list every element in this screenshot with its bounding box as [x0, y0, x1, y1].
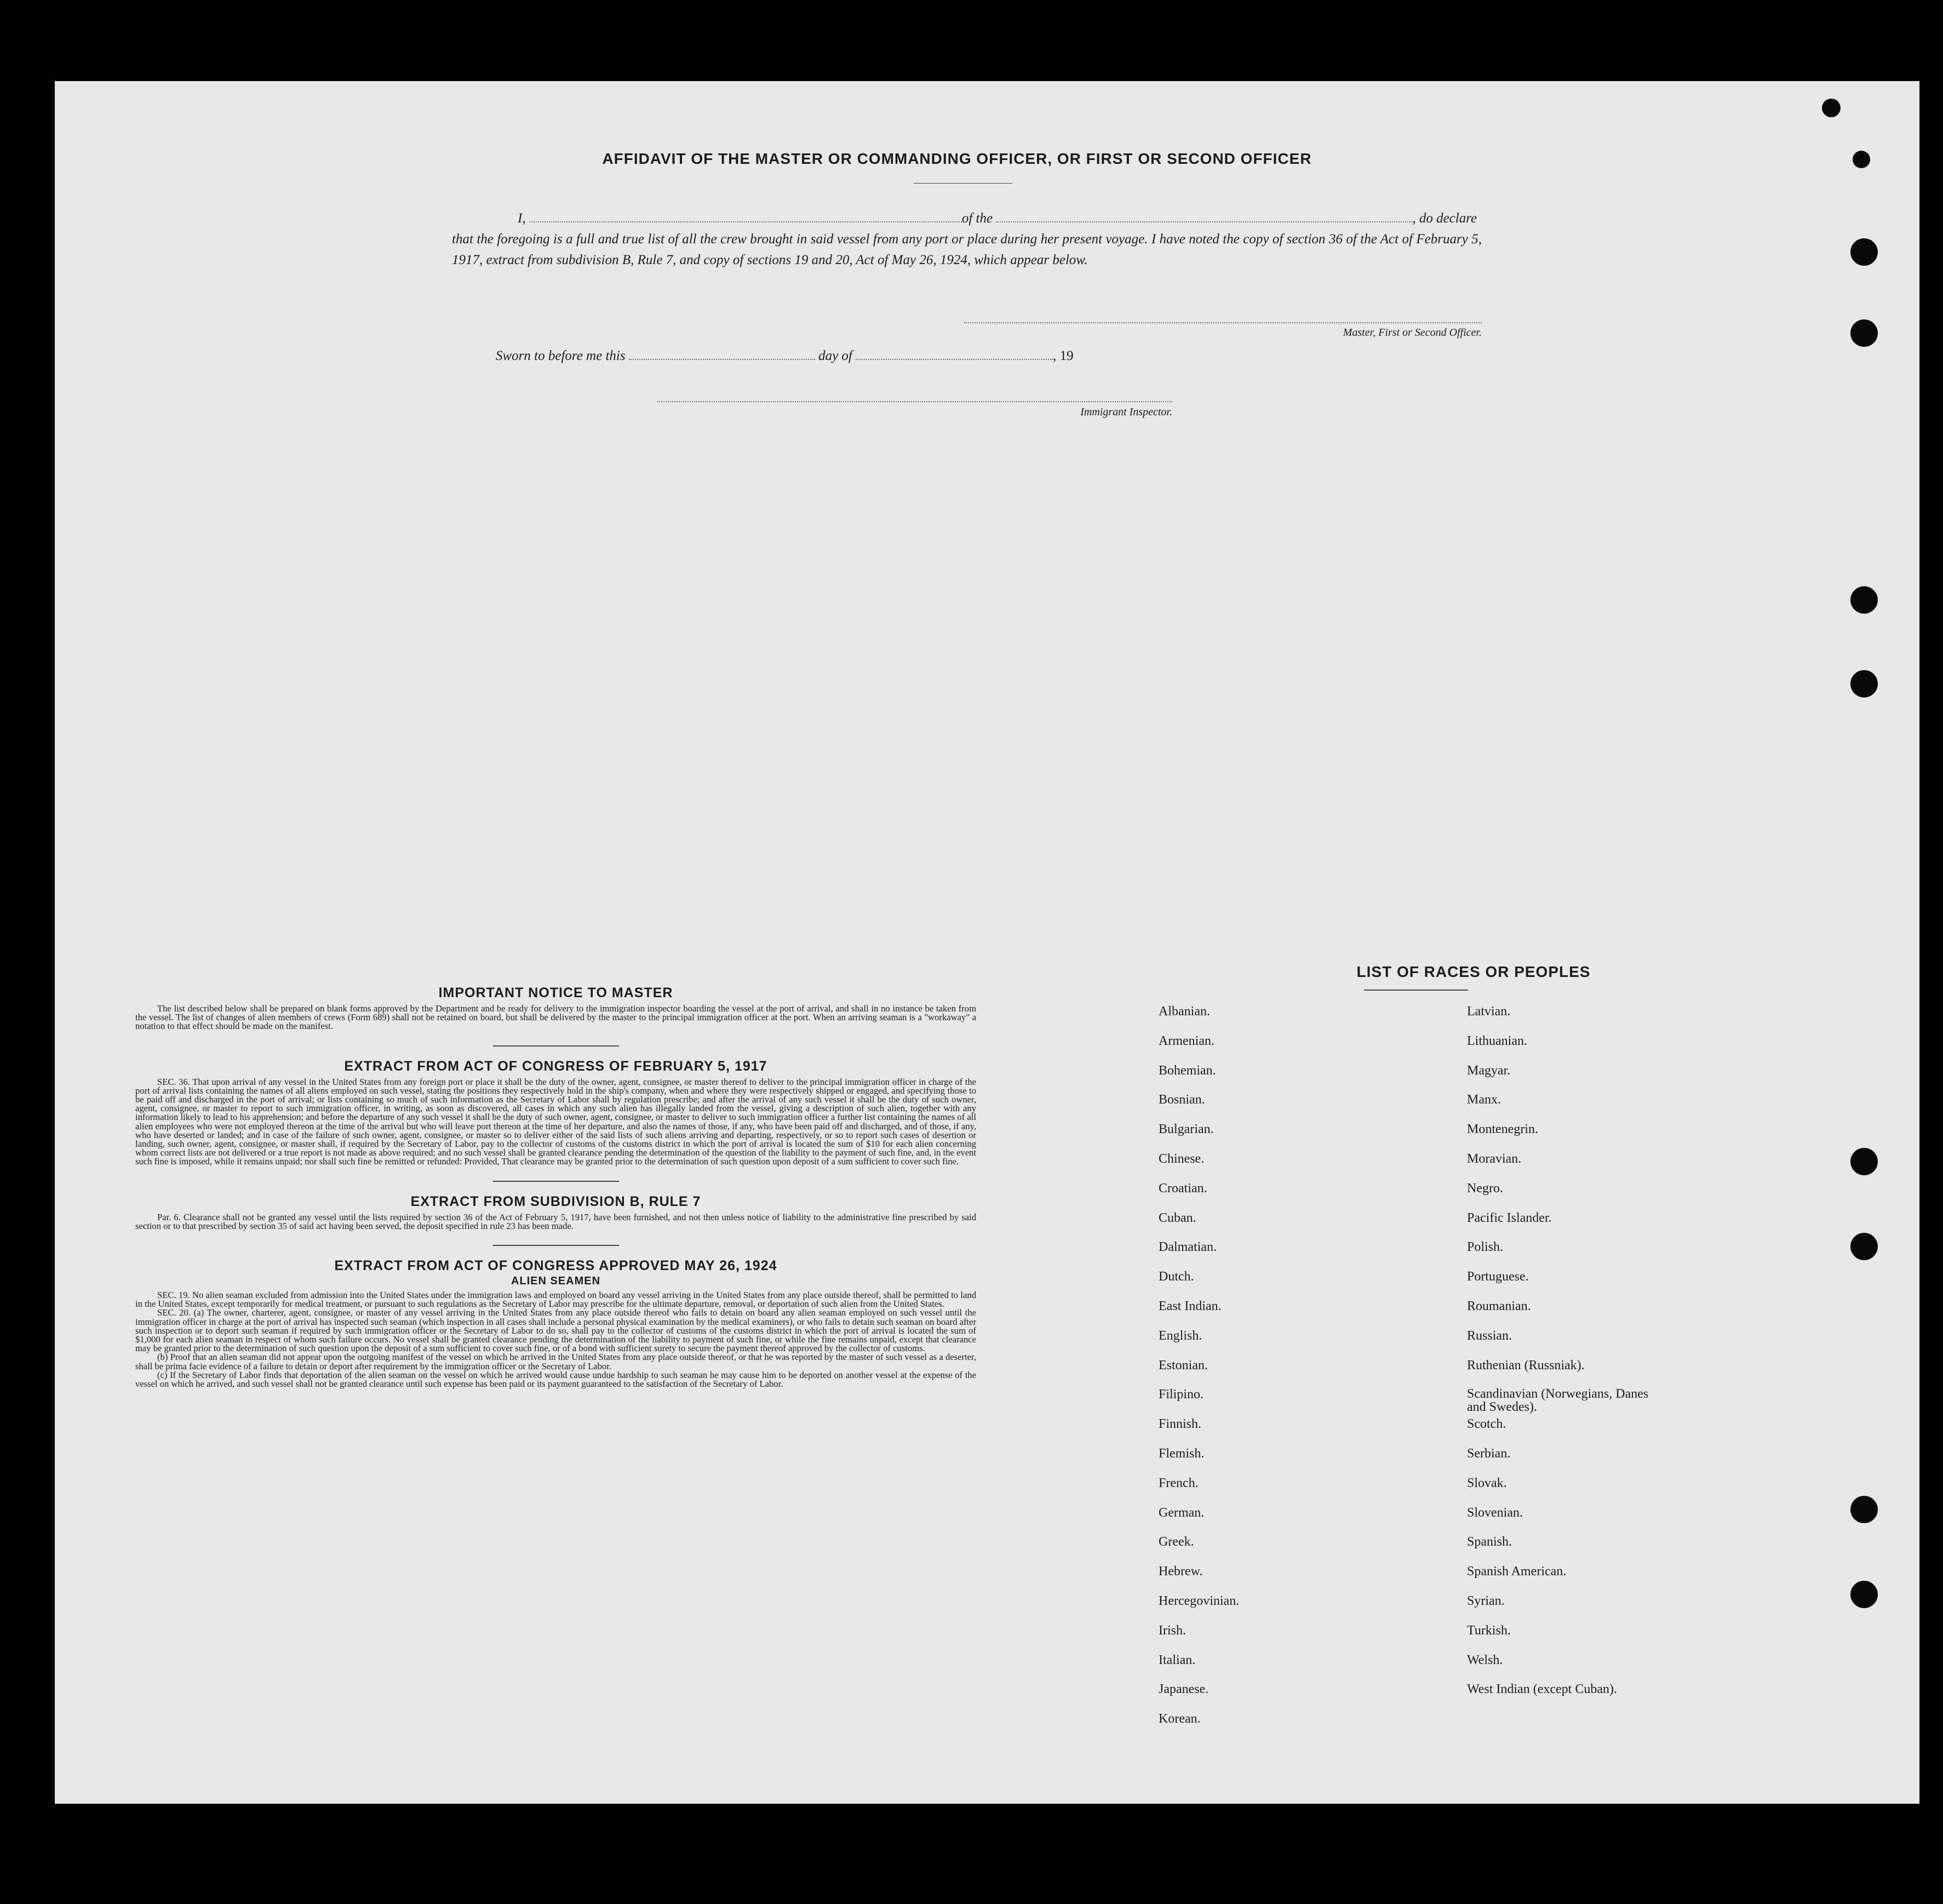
- race-item: Bohemian.: [1159, 1063, 1216, 1078]
- race-item: Dalmatian.: [1159, 1240, 1217, 1255]
- race-item: Welsh.: [1467, 1653, 1503, 1667]
- name-field[interactable]: [529, 221, 962, 222]
- extract-rule7-title: EXTRACT FROM SUBDIVISION B, RULE 7: [410, 1193, 701, 1209]
- race-item: German.: [1159, 1505, 1205, 1520]
- binder-hole: [1850, 1148, 1878, 1175]
- race-item: Filipino.: [1159, 1387, 1204, 1402]
- race-item: Albanian.: [1159, 1004, 1210, 1019]
- sworn-prefix: Sworn to before me this: [496, 348, 626, 363]
- race-item: Ruthenian (Russniak).: [1467, 1358, 1585, 1373]
- race-item: Scandinavian (Norwegians, Danes and Swedes).: [1467, 1387, 1649, 1415]
- race-item: Russian.: [1467, 1328, 1512, 1343]
- do-declare-text: , do declare: [1412, 211, 1477, 226]
- race-item: Japanese.: [1159, 1682, 1209, 1697]
- binder-hole: [1850, 670, 1878, 697]
- race-item: Armenian.: [1159, 1033, 1214, 1048]
- divider: [493, 1245, 619, 1246]
- sec-20a-text: SEC. 20. (a) The owner, charterer, agent, consignee, or master of any vessel arriving in the United States from any place outside thereof who fails to detain on board any alien seaman employed on such vessel until the immigration officer in charge at the port of arrival has inspected such seaman (which inspection in all cases shall include a personal physical examination by the medical examiners), or who fails to detain such seaman on board after such inspection or to deport such seaman if required by such immigration officer or the Secretary of Labor to do so, shall pay to the collector of customs of the customs district in which the port of arrival is located the sum of $1,000 for each alien seaman in respect of whom such failure occurs. No vessel shall be granted clearance pending the determination of the liability to payment of such fine, or while the fine remains unpaid, except that clearance may be granted prior to the determination of such question upon the deposit of a sum sufficient to cover such fine, or of a bond with sufficient surety to secure the payment thereof approved by the collector of customs.: [135, 1307, 976, 1354]
- divider: [493, 1045, 619, 1047]
- race-item: Magyar.: [1467, 1063, 1511, 1078]
- race-item: Irish.: [1159, 1623, 1186, 1638]
- race-item: Slovak.: [1467, 1476, 1507, 1490]
- notice-text: The list described below shall be prepared on blank forms approved by the Department and be ready for delivery to the immigration inspector boarding the vessel at the port of arrival, and shall in no instance be taken from the vessel. The list of changes of alien members of crews (Form 689) shall not be retained on board, but shall be delivered by the master to the principal immigration officer at the port. When an arriving seaman is a "workaway" a notation to that effect should be made on the manifest.: [135, 1003, 976, 1032]
- race-item: Moravian.: [1467, 1152, 1522, 1166]
- sec-20b-text: (b) Proof that an alien seaman did not appear upon the outgoing manifest of the vessel on which he arrived in the United States from any place outside thereof, or that he was reported by the master of such vessel as a deserter, shall be prima facie evidence of a failure to detain or deport after requirement by the immigration officer or the Secretary of Labor.: [135, 1352, 976, 1371]
- year-text: , 19: [1053, 348, 1074, 363]
- notices-column: [135, 985, 976, 1388]
- of-the-text: of the: [961, 211, 993, 226]
- affidavit-body: [452, 208, 1482, 271]
- race-item: French.: [1159, 1476, 1199, 1490]
- extract-1917-title: EXTRACT FROM ACT OF CONGRESS OF FEBRUARY 5, 1917: [344, 1058, 767, 1074]
- sworn-month-field[interactable]: [856, 359, 1053, 360]
- binder-hole: [1850, 1581, 1878, 1608]
- race-item: Hebrew.: [1159, 1564, 1203, 1579]
- race-item: East Indian.: [1159, 1299, 1222, 1313]
- declaration-text: that the foregoing is a full and true list of all the crew brought in said vessel from any port or place during her present voyage. I have noted the copy of section 36 of the Act of February 5, 1917, extract from subdivision B, Rule 7, and copy of sections 19 and 20, Act of May 26, 1924, which appear below.: [452, 232, 1482, 267]
- race-item: Finnish.: [1159, 1417, 1202, 1432]
- race-item: Korean.: [1159, 1712, 1201, 1726]
- extract-1924-subtitle: ALIEN SEAMEN: [511, 1275, 601, 1288]
- race-item: Turkish.: [1467, 1623, 1511, 1638]
- race-item: Lithuanian.: [1467, 1033, 1527, 1048]
- race-item: English.: [1159, 1328, 1202, 1343]
- binder-hole: [1850, 586, 1878, 614]
- divider: [493, 1181, 619, 1182]
- race-item: Estonian.: [1159, 1358, 1208, 1373]
- race-item: Spanish American.: [1467, 1564, 1567, 1579]
- race-item: Greek.: [1159, 1535, 1194, 1549]
- inspector-signature-line[interactable]: [657, 401, 1172, 402]
- form-page: [55, 81, 1919, 1804]
- vessel-field[interactable]: [996, 221, 1412, 222]
- sworn-line: [496, 348, 1074, 364]
- binder-hole: [1822, 99, 1841, 117]
- race-item: Syrian.: [1467, 1594, 1505, 1608]
- race-item: Flemish.: [1159, 1446, 1205, 1461]
- extract-rule7-text: Par. 6. Clearance shall not be granted any vessel until the lists required by section 36 of the Act of February 5, 1917, have been furnished, and not then unless notice of liability to the administrative fine prescribed by said section or to that prescribed by section 35 of said act having been served, the deposit specified in rule 23 has been made.: [135, 1211, 976, 1231]
- race-item: Italian.: [1159, 1653, 1196, 1667]
- race-item: Portuguese.: [1467, 1270, 1529, 1284]
- race-item: Manx.: [1467, 1093, 1501, 1107]
- extract-1924-title: EXTRACT FROM ACT OF CONGRESS APPROVED MAY 26, 1924: [334, 1258, 777, 1274]
- races-rule: [1364, 990, 1468, 991]
- binder-hole: [1850, 319, 1878, 347]
- race-item: Latvian.: [1467, 1004, 1511, 1019]
- day-of-text: day of: [818, 348, 852, 363]
- race-item: Pacific Islander.: [1467, 1210, 1552, 1225]
- race-item: Roumanian.: [1467, 1299, 1531, 1313]
- i-word: I,: [518, 211, 526, 226]
- race-item: Slovenian.: [1467, 1505, 1523, 1520]
- race-item: Dutch.: [1159, 1270, 1194, 1284]
- binder-hole: [1850, 1496, 1878, 1523]
- race-item: Chinese.: [1159, 1152, 1205, 1166]
- race-item: Scotch.: [1467, 1417, 1506, 1432]
- master-signature-label: Master, First or Second Officer.: [1343, 327, 1482, 339]
- affidavit-title: AFFIDAVIT OF THE MASTER OR COMMANDING OFFICER, OR FIRST OR SECOND OFFICER: [602, 150, 1312, 167]
- sec-19-text: SEC. 19. No alien seaman excluded from admission into the United States under the immigration laws and employed on board any vessel arriving in the United States from any place outside thereof, shall be permitted to land in the United States, except temporarily for medical treatment, or pursuant to such regulations as the Secretary of Labor may prescribe for the ultimate departure, removal, or deportation of such alien from the United States.: [135, 1290, 976, 1310]
- race-item: Hercegovinian.: [1159, 1594, 1240, 1608]
- race-item: Bulgarian.: [1159, 1122, 1214, 1137]
- declaration-line: [452, 208, 1482, 229]
- race-item: Croatian.: [1159, 1181, 1207, 1196]
- race-item: Bosnian.: [1159, 1093, 1205, 1107]
- notice-title: IMPORTANT NOTICE TO MASTER: [438, 985, 673, 1000]
- race-item: Negro.: [1467, 1181, 1503, 1196]
- binder-hole: [1853, 151, 1870, 168]
- binder-hole: [1850, 1233, 1878, 1260]
- binder-hole: [1850, 238, 1878, 266]
- title-rule: [914, 183, 1012, 184]
- master-signature-line[interactable]: [964, 322, 1482, 323]
- inspector-signature-label: Immigrant Inspector.: [1080, 406, 1172, 418]
- race-item: Montenegrin.: [1467, 1122, 1538, 1137]
- extract-1917-text: SEC. 36. That upon arrival of any vessel in the United States from any foreign port or place it shall be the duty of the owner, agent, consignee, or master thereof to deliver to the principal immigration officer in charge of the port of arrival lists containing the names of all aliens employed on such vessel, stating the positions they respectively hold in the ship's company, when and where they were respectively shipped or engaged, and specifying those to be paid off and discharged in the port of arrival; or lists containing so much of such information as the Secretary of Labor shall by regulation prescribe; and after the arrival of any such vessel it shall be the duty of such owner, agent, consignee, or master to report to such immigration officer, in writing, as soon as discovered, all cases in which any such alien has illegally landed from the vessel, giving a description of such alien, together with any information likely to lead to his apprehension; and before the departure of any such vessel it shall be the duty of such owner, agent, consignee, or master to deliver to such immigration officer a further list containing the names of all alien employees who were not employed thereon at the time of the arrival but who will leave port thereon at the time of her departure, and also the names of those, if any, who have been paid off and discharged, and of those, if any, who have deserted or landed; and in case of the failure of such owner, agent, consignee, or master so to deliver either of the said lists of such aliens arriving and departing, respectively, or so to report such cases of desertion or landing, such owner, agent, consignee, or master shall, if required by the Secretary of Labor, pay to the collector of customs of the customs district in which the port of arrival is located the sum of $10 for each alien concerning whom correct lists are not delivered or a true report is not made as above required; and no such vessel shall be granted clearance pending the determination of the question of the liability to the payment of such fine, and, in the event such fine is imposed, while it remains unpaid; nor shall such fine be remitted or refunded: Provided, That clearance may be granted prior to the determination of such question upon deposit of a sum sufficient to cover such fine.: [135, 1076, 976, 1167]
- sec-20c-text: (c) If the Secretary of Labor finds that deportation of the alien seaman on the vessel on which he arrived would cause undue hardship to such seaman he may cause him to be deported on another vessel at the expense of the vessel on which he arrived, and such vessel shall not be granted clearance until such expense has been paid or its payment guaranteed to the satisfaction of the Secretary of Labor.: [135, 1369, 976, 1390]
- races-title: LIST OF RACES OR PEOPLES: [1356, 963, 1591, 980]
- race-item: Spanish.: [1467, 1535, 1512, 1549]
- race-item: Polish.: [1467, 1240, 1504, 1255]
- race-item: Cuban.: [1159, 1210, 1196, 1225]
- race-item: Serbian.: [1467, 1446, 1511, 1461]
- sworn-day-field[interactable]: [629, 359, 815, 360]
- race-item: West Indian (except Cuban).: [1467, 1682, 1617, 1697]
